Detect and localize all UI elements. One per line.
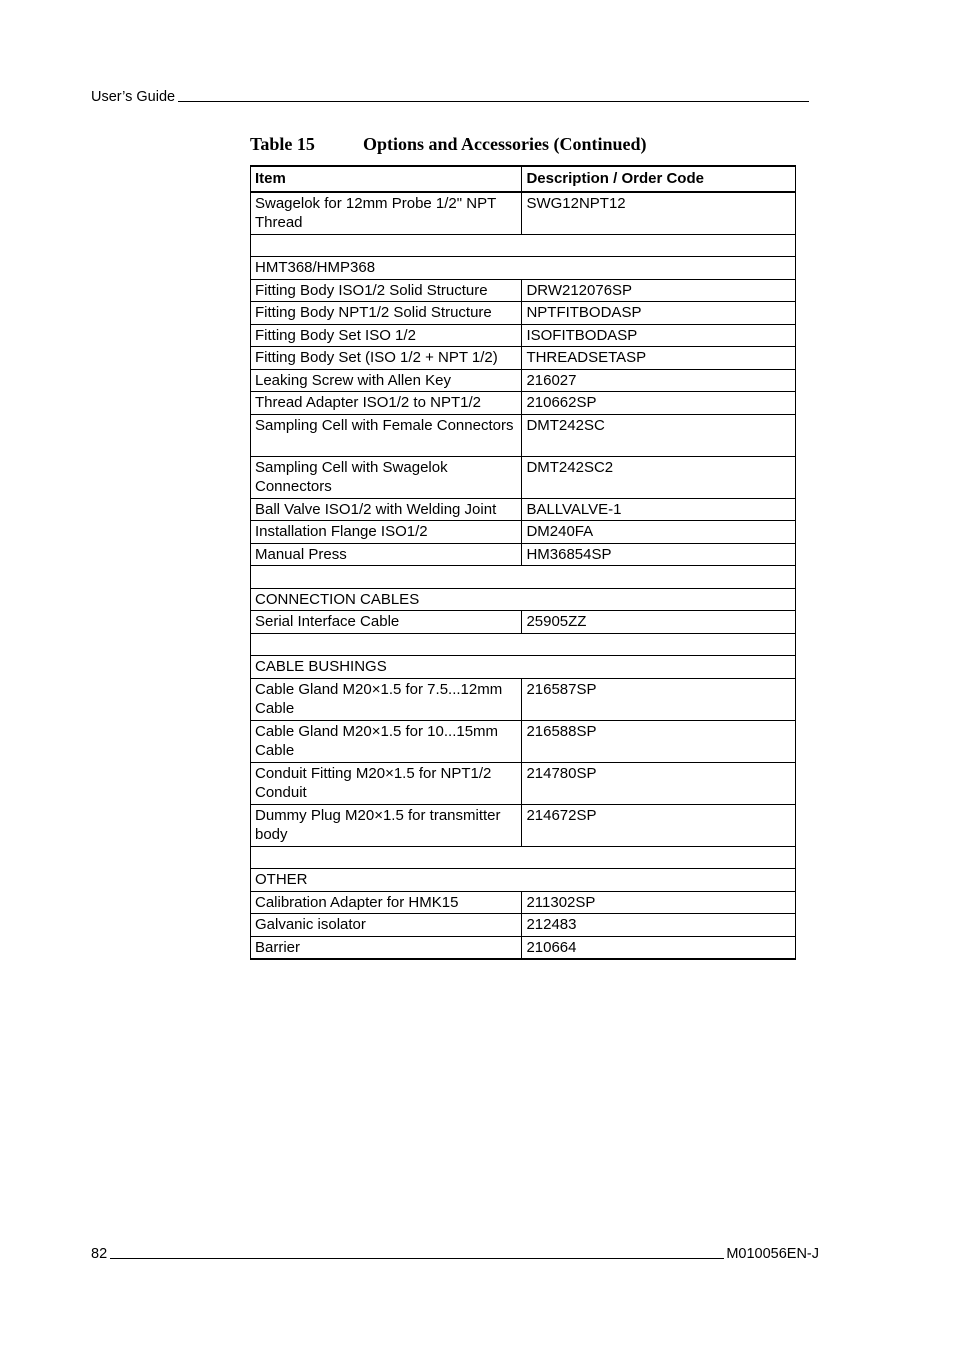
item-cell: Calibration Adapter for HMK15 [251,891,522,914]
blank-cell [251,566,796,589]
order-code-cell: 216027 [522,369,796,392]
blank-cell [251,846,796,869]
table-body [251,192,796,960]
order-code-cell: BALLVALVE-1 [522,498,796,521]
table-row [251,720,796,762]
order-code-cell: HM36854SP [522,543,796,566]
order-code-cell: 210662SP [522,392,796,415]
item-cell: Manual Press [251,543,522,566]
section-row [251,588,796,611]
item-cell: Sampling Cell with Swagelok Connectors [251,456,522,498]
order-code-cell: 216588SP [522,720,796,762]
item-cell: Galvanic isolator [251,914,522,937]
blank-row [251,846,796,869]
order-code-cell: 216587SP [522,678,796,720]
item-cell: Ball Valve ISO1/2 with Welding Joint [251,498,522,521]
header-title: User’s Guide [91,89,176,105]
order-code-cell: DM240FA [522,521,796,544]
item-cell: Fitting Body NPT1/2 Solid Structure [251,302,522,325]
table-row [251,414,796,456]
item-cell: Cable Gland M20×1.5 for 10...15mm Cable [251,720,522,762]
section-row [251,869,796,892]
blank-row [251,633,796,656]
order-code-cell: 25905ZZ [522,611,796,634]
order-code-cell: NPTFITBODASP [522,302,796,325]
page-header [91,87,811,105]
table-row [251,279,796,302]
table-row [251,324,796,347]
table-row [251,456,796,498]
table-row [251,678,796,720]
section-label: HMT368/HMP368 [251,257,796,280]
item-cell: Cable Gland M20×1.5 for 7.5...12mm Cable [251,678,522,720]
item-cell: Dummy Plug M20×1.5 for transmitter body [251,804,522,846]
order-code-cell: 210664 [522,936,796,959]
order-code-cell: DRW212076SP [522,279,796,302]
section-label: OTHER [251,869,796,892]
blank-row [251,234,796,257]
order-code-cell: THREADSETASP [522,347,796,370]
order-code-cell: 214780SP [522,762,796,804]
table-row [251,891,796,914]
document-code: M010056EN-J [726,1246,819,1262]
item-cell: Thread Adapter ISO1/2 to NPT1/2 [251,392,522,415]
item-cell: Installation Flange ISO1/2 [251,521,522,544]
item-cell: Swagelok for 12mm Probe 1/2" NPT Thread [251,192,522,235]
blank-cell [251,633,796,656]
section-label: CABLE BUSHINGS [251,656,796,679]
table-row [251,611,796,634]
table-row [251,347,796,370]
table-row [251,369,796,392]
item-cell: Serial Interface Cable [251,611,522,634]
table-row [251,914,796,937]
item-cell: Leaking Screw with Allen Key [251,369,522,392]
item-cell: Fitting Body ISO1/2 Solid Structure [251,279,522,302]
item-cell: Barrier [251,936,522,959]
table-row [251,936,796,959]
item-cell: Fitting Body Set (ISO 1/2 + NPT 1/2) [251,347,522,370]
table-row [251,498,796,521]
blank-row [251,566,796,589]
footer-rule [110,1258,724,1259]
item-cell: Conduit Fitting M20×1.5 for NPT1/2 Conduit [251,762,522,804]
table-title: Options and Accessories (Continued) [363,134,647,154]
table-row [251,192,796,235]
table-header-row [251,166,796,192]
table-row [251,762,796,804]
order-code-cell: DMT242SC [522,414,796,456]
order-code-cell: 211302SP [522,891,796,914]
table-row [251,521,796,544]
page-number: 82 [91,1246,108,1262]
section-row [251,257,796,280]
blank-cell [251,234,796,257]
order-code-cell: SWG12NPT12 [522,192,796,235]
item-cell: Sampling Cell with Female Connectors [251,414,522,456]
column-header-item: Item [251,166,522,192]
table-row [251,543,796,566]
order-code-cell: DMT242SC2 [522,456,796,498]
page-footer [91,1244,819,1262]
column-header-code: Description / Order Code [522,166,796,192]
order-code-cell: 214672SP [522,804,796,846]
table-row [251,804,796,846]
order-code-cell: ISOFITBODASP [522,324,796,347]
section-label: CONNECTION CABLES [251,588,796,611]
table-row [251,392,796,415]
table-caption [250,134,647,155]
item-cell: Fitting Body Set ISO 1/2 [251,324,522,347]
order-code-cell: 212483 [522,914,796,937]
table-row [251,302,796,325]
options-table [250,165,796,960]
table-number: Table 15 [250,134,315,154]
header-rule [178,101,809,102]
section-row [251,656,796,679]
